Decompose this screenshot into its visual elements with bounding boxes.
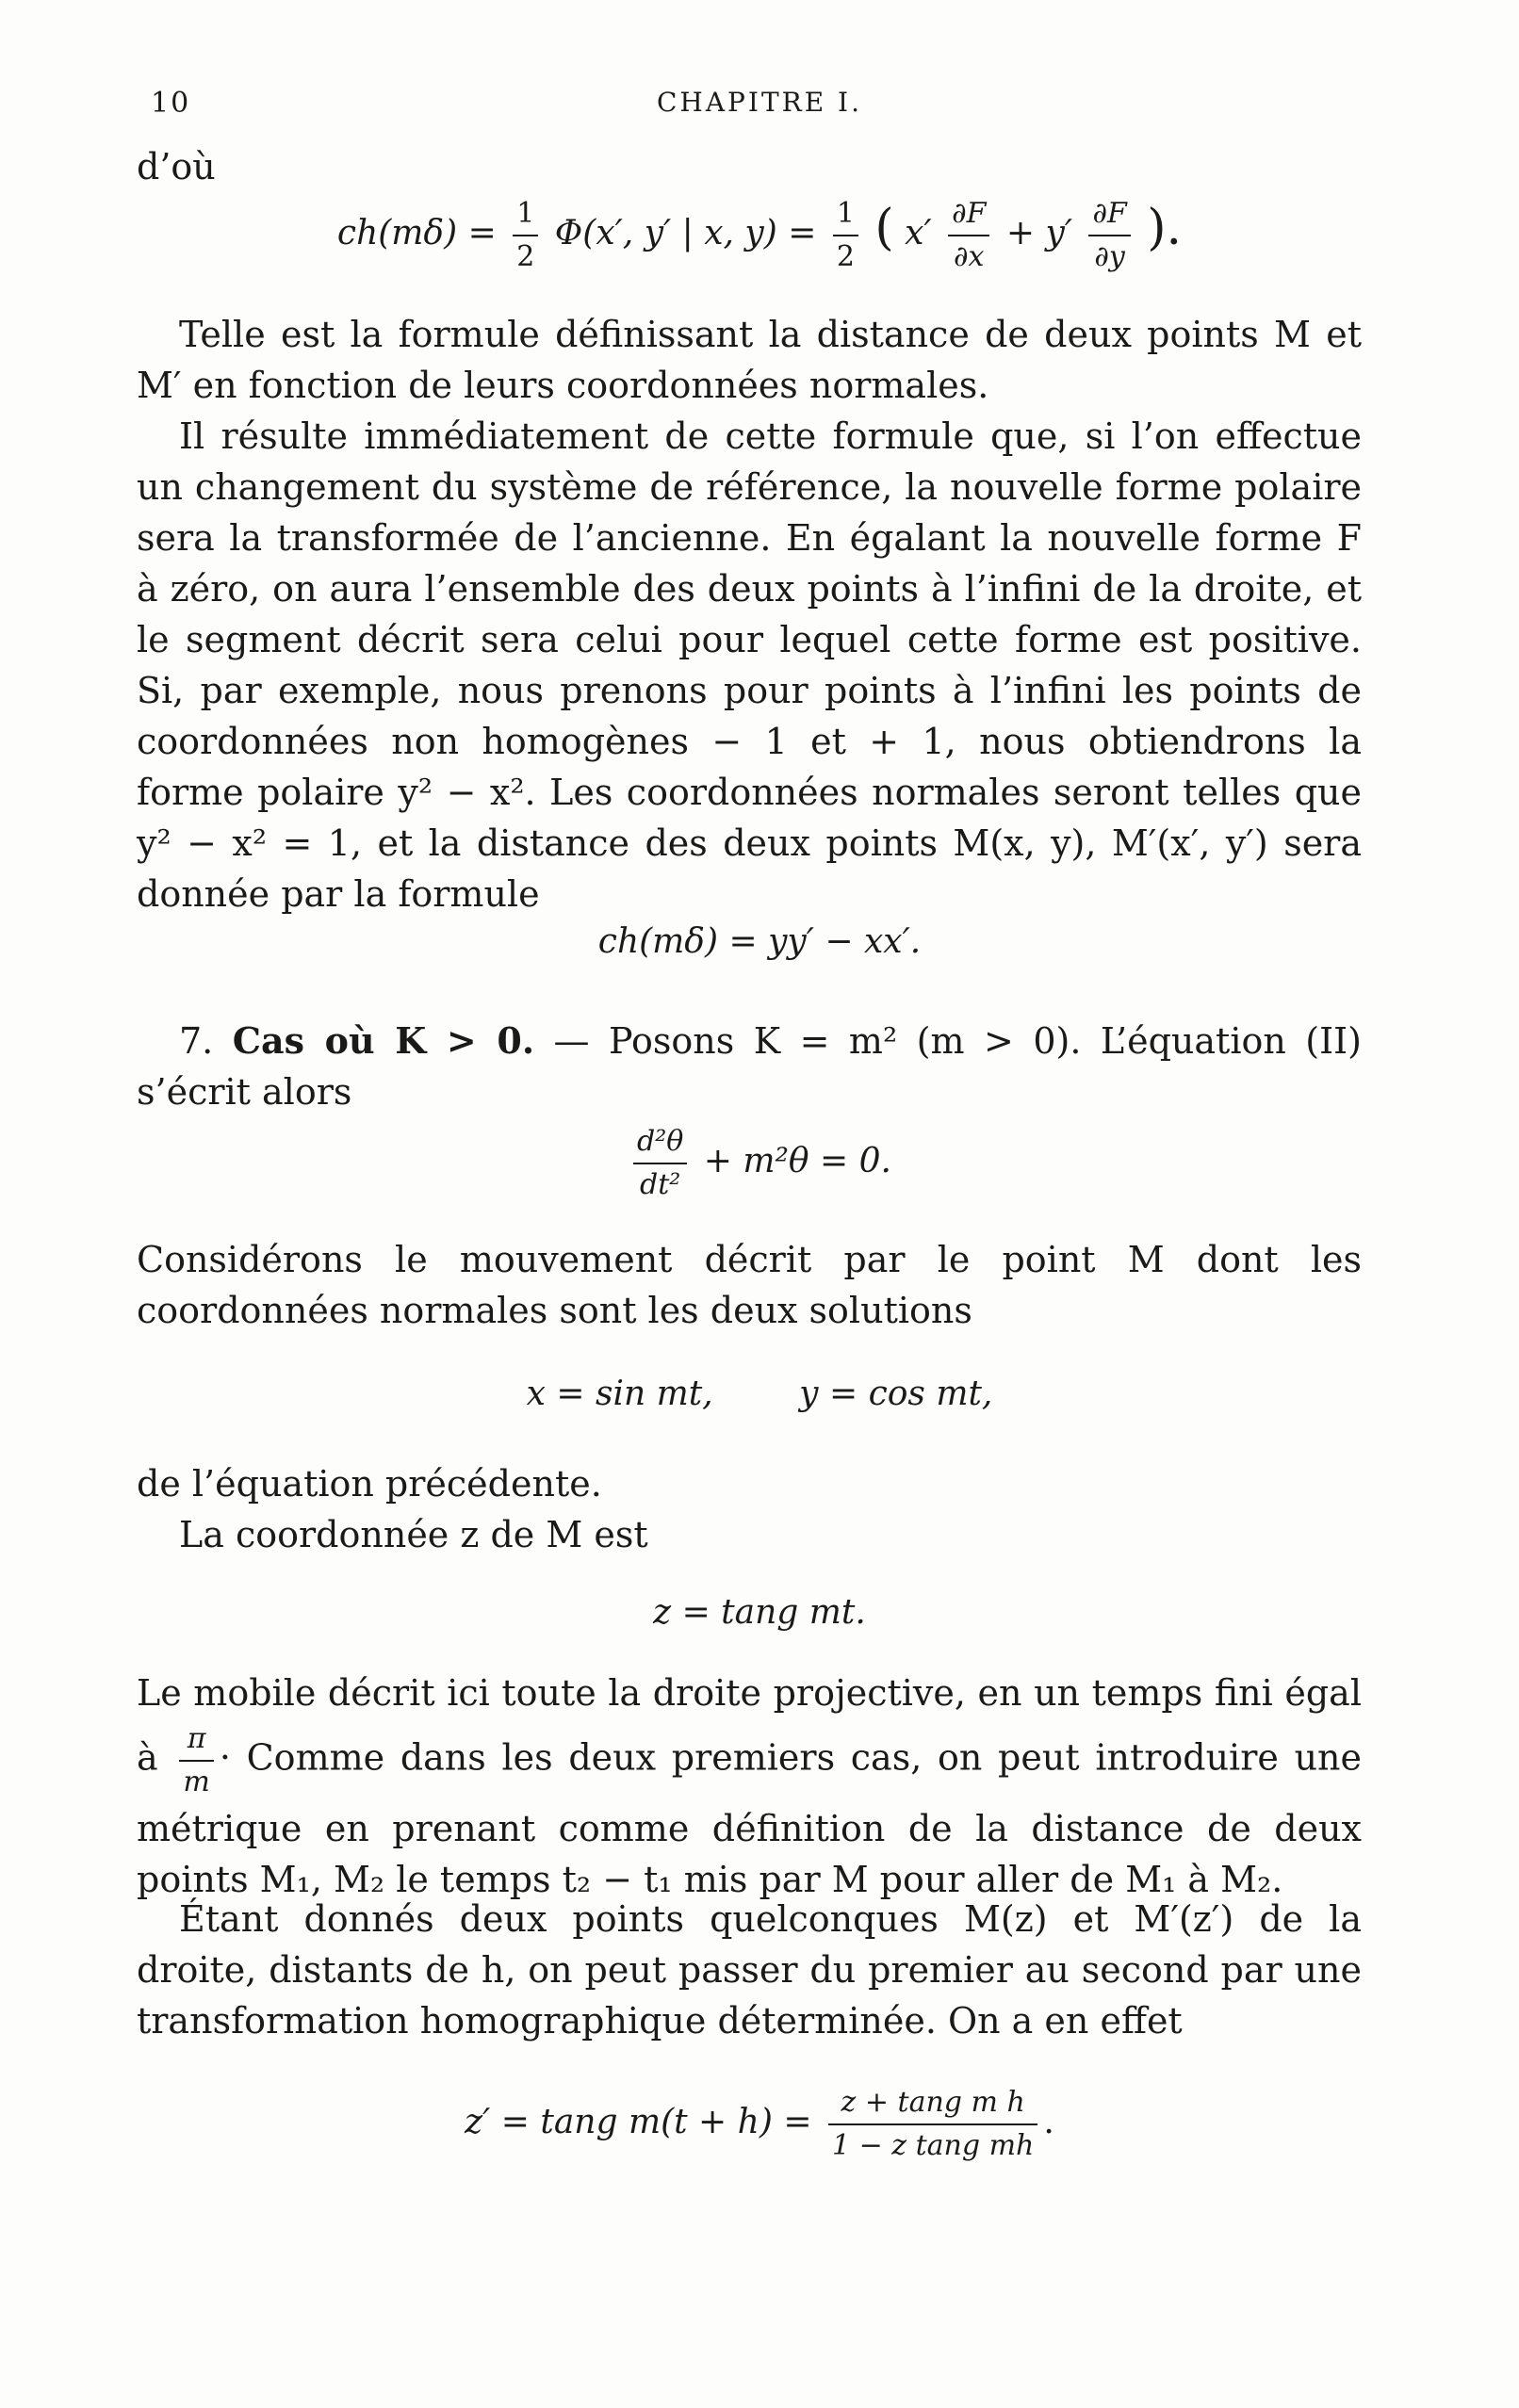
paragraph-telle: Telle est la formule définissant la distance de deux points M et M′ en fonction de leurs coordonnées normales. bbox=[137, 314, 1362, 406]
paragraph-section-7 bbox=[137, 1016, 1362, 1117]
eq3-second-derivative: $\frac{\text{d²θ}}{\text{dt²}}$ bbox=[633, 1121, 687, 1206]
paragraph-etant-donnes: Étant donnés deux points quelconques M(z) et M′(z′) de la droite, distants de h, on peut passer du premier au second par une transformation homographique déterminée. On a en effet bbox=[137, 1898, 1362, 2042]
eq6-end: . bbox=[1043, 2103, 1054, 2141]
paragraph-dou: d’où bbox=[137, 146, 216, 187]
eq1-partial-y: $\frac{\partial F}{\partial y}$ bbox=[1088, 193, 1130, 278]
eq1-middle: Φ(x′, y′ | x, y) = bbox=[554, 214, 817, 252]
equation-sin-cos: x = sin mt, y = cos mt, bbox=[526, 1375, 993, 1413]
equation-tang: z = tang mt. bbox=[653, 1593, 866, 1632]
chapter-heading: CHAPITRE I. bbox=[656, 87, 863, 118]
equation-differential bbox=[0, 1121, 1519, 1206]
eq1-half-fraction: $\frac{1}{2}$ bbox=[513, 193, 538, 278]
eq1-lhs: ch(mδ) = bbox=[336, 214, 497, 252]
paragraph-il-resulte: Il résulte immédiatement de cette formule que, si l’on effectue un changement du système de référence, la nouvelle forme polaire sera la transformée de l’ancienne. En égalant la nouvelle forme F à zéro, on aura l’ensemble des deux points à l’infini de la droite, et le segment décrit sera celui pour lequel cette forme est positive. Si, par exemple, nous prenons pour points à l’infini les points de coordonnées non homogènes − 1 et + 1, nous obtiendrons la forme polaire y² − x². Les coordonnées normales seront telles que y² − x² = 1, et la distance des deux points M(x, y), M′(x′, y′) sera donnée par la formule bbox=[137, 415, 1362, 915]
paragraph-le-mobile-part1: Le mobile décrit ici toute la droite projective, en un temps fini égal à bbox=[137, 1672, 1362, 1779]
eq1-term-y: y′ bbox=[1045, 214, 1073, 252]
eq6-fraction: $\frac{\text{z + tang m h}}{\text{1 − z tang mh}}$ bbox=[828, 2082, 1037, 2167]
eq1-half-fraction-2: $\frac{1}{2}$ bbox=[833, 193, 858, 278]
eq1-paren-open: ( bbox=[874, 200, 894, 256]
equation-homographic bbox=[0, 2082, 1519, 2167]
eq1-term-x: x′ bbox=[905, 214, 932, 252]
eq6-lhs: z′ = tang m(t + h) = bbox=[465, 2103, 812, 2141]
paragraph-equation-precedente: de l’équation précédente. bbox=[137, 1463, 602, 1505]
pi-over-m-fraction: $\frac{\pi}{m}$ bbox=[179, 1718, 213, 1803]
paragraph-considerons: Considérons le mouvement décrit par le point M dont les coordonnées normales sont les deux solutions bbox=[137, 1239, 1362, 1331]
paragraph-coordonnee-z: La coordonnée z de M est bbox=[179, 1514, 648, 1555]
equation-ch-m-delta: ch(mδ) = yy′ − xx′. bbox=[597, 922, 922, 961]
eq1-partial-x: $\frac{\partial F}{\partial x}$ bbox=[948, 193, 989, 278]
section-title: Cas où K > 0. bbox=[232, 1019, 535, 1062]
eq3-rest: + m²θ = 0. bbox=[703, 1142, 891, 1180]
section-intro: — Posons K = m² (m > 0). L’équation (II) s’écrit alors bbox=[137, 1020, 1362, 1113]
paragraph-le-mobile bbox=[137, 1668, 1362, 1905]
equation-distance-formula bbox=[0, 193, 1519, 278]
paragraph-le-mobile-part2: · Comme dans les deux premiers cas, on peut introduire une métrique en prenant comme définition de la distance de deux points M₁, M₂ le temps t₂ − t₁ mis par M pour aller de M₁ à M₂. bbox=[137, 1736, 1362, 1900]
page-number: 10 bbox=[151, 87, 191, 120]
section-number: 7. bbox=[179, 1020, 214, 1062]
eq1-plus: + bbox=[1005, 214, 1036, 252]
eq1-paren-close: ). bbox=[1147, 200, 1183, 256]
